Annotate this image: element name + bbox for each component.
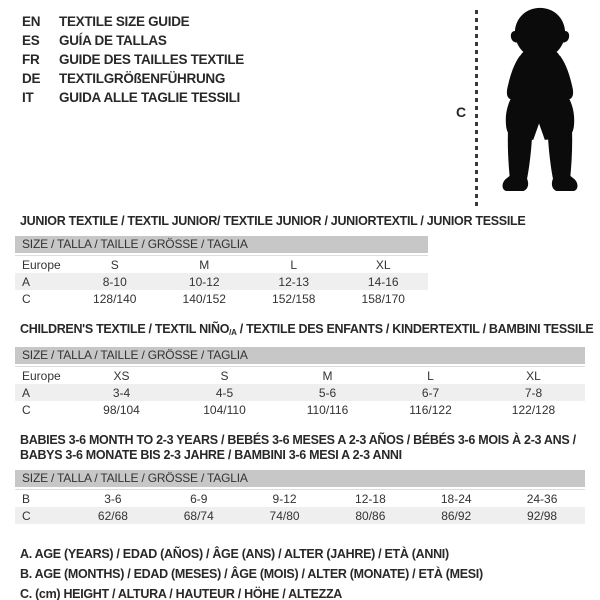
language-code: IT bbox=[22, 90, 34, 105]
size-cell: S bbox=[110, 257, 119, 272]
legend-line-a: A. AGE (YEARS) / EDAD (AÑOS) / ÂGE (ANS) / ALTER (JAHRE) / ETÀ (ANNI) bbox=[20, 547, 449, 561]
size-cell: 24-36 bbox=[526, 491, 558, 506]
size-cell: L bbox=[290, 257, 298, 272]
size-cell: 104/110 bbox=[203, 402, 246, 417]
size-cell: XL bbox=[526, 368, 541, 383]
size-cell: 152/158 bbox=[272, 291, 316, 306]
size-cell: 14-16 bbox=[367, 274, 399, 289]
size-cell: 5-6 bbox=[318, 385, 337, 400]
table-title bbox=[15, 322, 594, 340]
table-row-height bbox=[15, 507, 585, 524]
size-cell: L bbox=[427, 368, 434, 383]
table-row-height bbox=[15, 290, 428, 307]
row-label: C bbox=[22, 508, 31, 523]
table-row-age bbox=[15, 384, 585, 401]
size-cell: 4-5 bbox=[215, 385, 234, 400]
legend bbox=[20, 544, 600, 600]
size-cell: 8-10 bbox=[102, 274, 127, 289]
row-label: A bbox=[22, 385, 31, 400]
size-header-bar: SIZE / TALLA / TAILLE / GRÖSSE / TAGLIA bbox=[15, 236, 428, 253]
size-cell: 12-13 bbox=[278, 274, 310, 289]
size-cell: 158/170 bbox=[361, 291, 405, 306]
size-cell: 98/104 bbox=[103, 402, 140, 417]
table-rows bbox=[15, 255, 428, 307]
row-label: C bbox=[22, 402, 31, 417]
legend-line-c: C. (cm) HEIGHT / ALTURA / HAUTEUR / HÖHE / ALTEZZA bbox=[20, 587, 343, 600]
table-rows bbox=[15, 366, 585, 418]
language-row-en bbox=[22, 12, 244, 31]
size-cell: 6-9 bbox=[190, 491, 208, 506]
junior-textile-table bbox=[15, 214, 526, 307]
size-cell: S bbox=[220, 368, 229, 383]
table-row-months bbox=[15, 490, 585, 507]
size-header-bar: SIZE / TALLA / TAILLE / GRÖSSE / TAGLIA bbox=[15, 347, 585, 364]
language-row-de bbox=[22, 69, 244, 88]
row-label: Europe bbox=[22, 257, 61, 272]
size-cell: 86/92 bbox=[441, 508, 472, 523]
table-title-line1: BABIES 3-6 MONTH TO 2-3 YEARS / BEBÉS 3-6 MESES A 2-3 AÑOS / BÉBÉS 3-6 MOIS À 2-3 ANS / bbox=[20, 433, 576, 447]
measure-label-c: C bbox=[456, 104, 467, 120]
size-cell: 18-24 bbox=[440, 491, 472, 506]
language-row-it bbox=[22, 88, 244, 107]
size-cell: 62/68 bbox=[97, 508, 128, 523]
table-row-europe bbox=[15, 367, 585, 384]
table-rows bbox=[15, 489, 585, 524]
size-cell: 122/128 bbox=[511, 402, 556, 417]
height-measure-line bbox=[475, 10, 478, 208]
size-cell: M bbox=[322, 368, 333, 383]
language-code: ES bbox=[22, 33, 40, 48]
guide-title-it: GUIDA ALLE TAGLIE TESSILI bbox=[59, 90, 240, 105]
size-cell: 116/122 bbox=[409, 402, 452, 417]
size-cell: XS bbox=[113, 368, 130, 383]
size-cell: 10-12 bbox=[188, 274, 220, 289]
size-cell: M bbox=[199, 257, 210, 272]
row-label: Europe bbox=[22, 368, 61, 383]
size-cell: 12-18 bbox=[355, 491, 386, 506]
size-cell: 140/152 bbox=[182, 291, 226, 306]
table-title bbox=[15, 433, 585, 463]
row-label: C bbox=[22, 291, 31, 306]
legend-line-b: B. AGE (MONTHS) / EDAD (MESES) / ÂGE (MOIS) / ALTER (MONATE) / ETÀ (MESI) bbox=[20, 567, 483, 581]
table-row-europe bbox=[15, 256, 428, 273]
toddler-silhouette-icon bbox=[486, 4, 594, 216]
size-cell: 3-4 bbox=[112, 385, 131, 400]
language-code: FR bbox=[22, 52, 40, 67]
table-title-part: / TEXTILE DES ENFANTS / KINDERTEXTIL / BAMBINI TESSILE bbox=[236, 322, 594, 336]
table-title-line2: BABYS 3-6 MONATE BIS 2-3 JAHRE / BAMBINI 3-6 MESI A 2-3 ANNI bbox=[20, 448, 402, 462]
guide-title-es: GUÍA DE TALLAS bbox=[59, 33, 167, 48]
babies-textile-table bbox=[15, 433, 585, 524]
guide-title-de: TEXTILGRÖßENFÜHRUNG bbox=[59, 71, 226, 86]
table-row-height bbox=[15, 401, 585, 418]
table-title: JUNIOR TEXTILE / TEXTIL JUNIOR/ TEXTILE JUNIOR / JUNIORTEXTIL / JUNIOR TESSILE bbox=[20, 214, 526, 228]
size-cell: 6-7 bbox=[421, 385, 440, 400]
table-title-part: CHILDREN'S TEXTILE / TEXTIL NIÑO bbox=[20, 322, 230, 336]
size-cell: 92/98 bbox=[527, 508, 558, 523]
table-row-age bbox=[15, 273, 428, 290]
size-tables bbox=[15, 214, 600, 524]
row-label: B bbox=[22, 491, 31, 506]
language-row-es bbox=[22, 31, 244, 50]
size-cell: 9-12 bbox=[272, 491, 297, 506]
language-title-list bbox=[22, 12, 244, 107]
language-code: EN bbox=[22, 14, 41, 29]
top-section bbox=[0, 0, 600, 214]
guide-title-fr: GUIDE DES TAILLES TEXTILE bbox=[59, 52, 245, 67]
size-cell: 128/140 bbox=[93, 291, 137, 306]
size-cell: 110/116 bbox=[306, 402, 349, 417]
size-cell: 74/80 bbox=[269, 508, 300, 523]
row-label: A bbox=[22, 274, 31, 289]
size-header-bar: SIZE / TALLA / TAILLE / GRÖSSE / TAGLIA bbox=[15, 470, 585, 487]
guide-title-en: TEXTILE SIZE GUIDE bbox=[59, 14, 190, 29]
table-title-subscript: /A bbox=[229, 328, 237, 337]
size-cell: 3-6 bbox=[104, 491, 122, 506]
language-code: DE bbox=[22, 71, 41, 86]
size-cell: 68/74 bbox=[183, 508, 214, 523]
size-cell: XL bbox=[375, 257, 391, 272]
size-cell: 80/86 bbox=[355, 508, 386, 523]
size-figure bbox=[450, 0, 600, 214]
size-cell: 7-8 bbox=[524, 385, 543, 400]
language-row-fr bbox=[22, 50, 244, 69]
children-textile-table bbox=[15, 322, 594, 418]
